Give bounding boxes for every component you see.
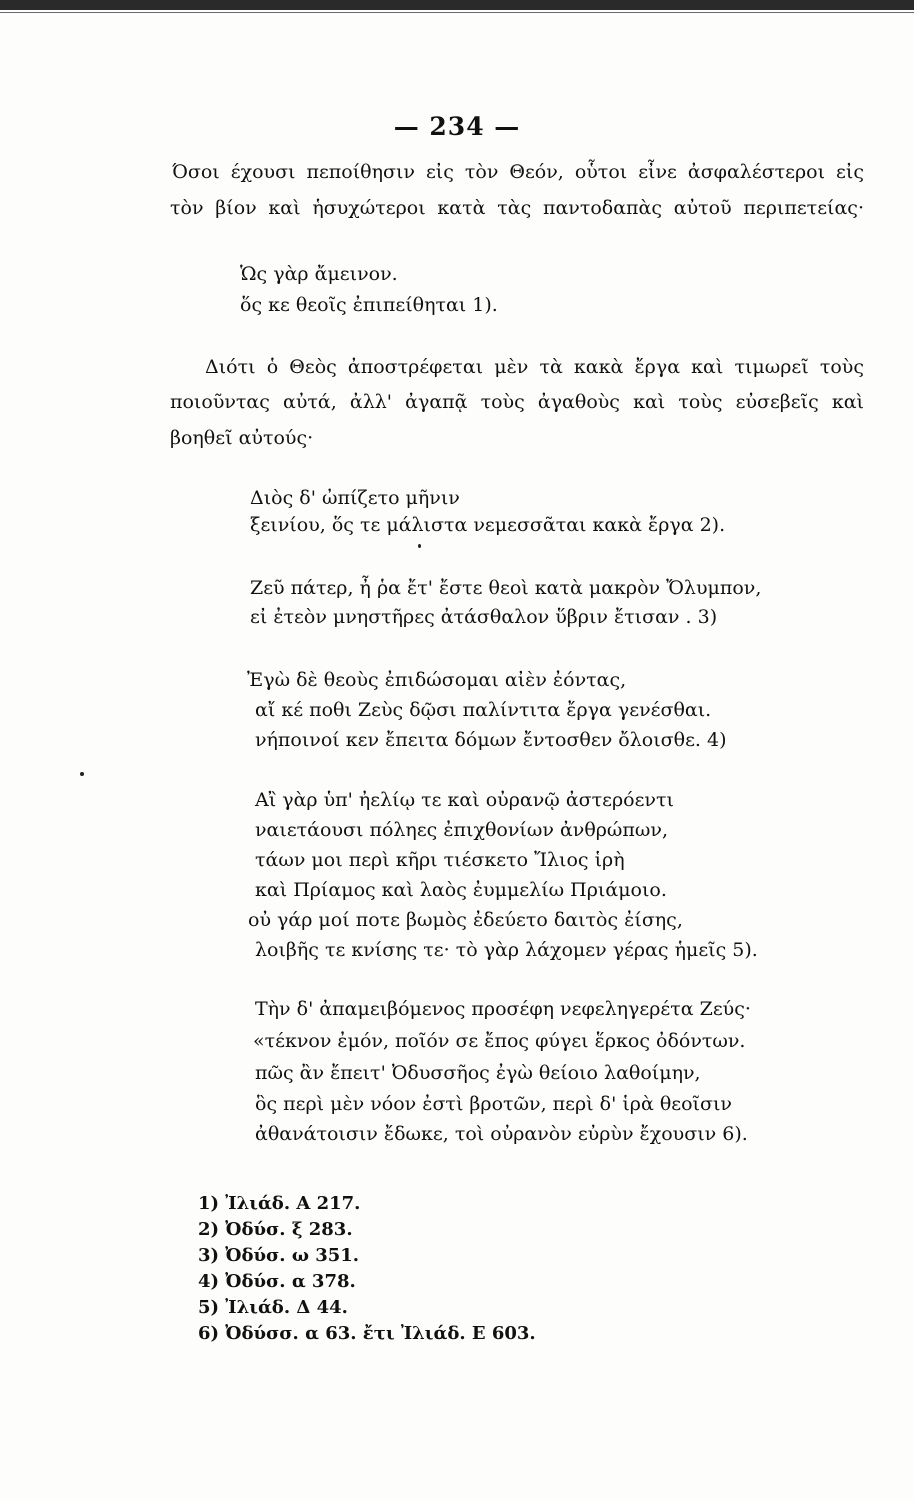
paragraph-1-line-1: Όσοι έχουσι πεποίθησιν εἰς τὸν Θεόν, οὗτοι εἶνε ἀσφαλέστεροι εἰς: [172, 161, 864, 183]
scan-speck: [80, 772, 84, 776]
quote-3-line-1: Ζεῦ πάτερ, ἦ ῥα ἔτ' ἔστε θεοὶ κατὰ μακρὸν Ὄλυμπον,: [250, 577, 762, 599]
quote-6-line-3: πῶς ἂν ἔπειτ' Ὀδυσσῆος ἐγὼ θείοιο λαθοίμην,: [255, 1062, 701, 1084]
paragraph-2-line-2: ποιοῦντας αὐτά, ἀλλ' ἀγαπᾷ τοὺς ἀγαθοὺς καὶ τοὺς εὐσεβεῖς καὶ: [170, 391, 864, 413]
quote-6-line-2: «τέκνον ἐμόν, ποῖόν σε ἔπος φύγει ἕρκος ὀδόντων.: [253, 1030, 746, 1052]
quote-1-line-1: Ὡς γὰρ ἄμεινον.: [240, 263, 398, 285]
quote-5-line-1: Αἲ γὰρ ὑπ' ἠελίῳ τε καὶ οὐρανῷ ἀστερόεντι: [255, 789, 674, 811]
scan-speck: [418, 544, 421, 548]
quote-4-line-1: Ἐγὼ δὲ θεοὺς ἐπιδώσομαι αἰὲν ἐόντας,: [247, 669, 627, 691]
footnote-2: 2) Ὀδύσ. ξ 283.: [198, 1219, 353, 1240]
footnote-1: 1) Ἰλιάδ. Α 217.: [198, 1193, 361, 1214]
quote-4-line-3: νήποινοί κεν ἔπειτα δόμων ἔντοσθεν ὄλοισθε. 4): [255, 729, 727, 751]
paragraph-2-line-1: Διότι ὁ Θεὸς ἀποστρέφεται μὲν τὰ κακὰ ἔργα καὶ τιμωρεῖ τοὺς: [205, 356, 864, 378]
quote-2-line-1: Διὸς δ' ὠπίζετο μῆνιν: [250, 487, 460, 509]
footnote-4: 4) Ὀδύσ. α 378.: [198, 1271, 356, 1292]
quote-1-line-2: ὅς κε θεοῖς ἐπιπείθηται 1).: [240, 294, 498, 316]
quote-6-line-4: ὃς περὶ μὲν νόον ἐστὶ βροτῶν, περὶ δ' ἱρὰ θεοῖσιν: [255, 1093, 732, 1115]
quote-2-line-2: ξεινίου, ὅς τε μάλιστα νεμεσσᾶται κακὰ ἔργα 2).: [250, 514, 726, 536]
footnote-6: 6) Ὀδύσσ. α 63. ἔτι Ἰλιάδ. Ε 603.: [198, 1323, 536, 1344]
top-border-rule: [0, 0, 914, 10]
quote-3-line-2: εἰ ἐτεὸν μνηστῆρες ἀτάσθαλον ὕβριν ἔτισαν . 3): [250, 606, 718, 628]
quote-5-line-2: ναιετάουσι πόληες ἐπιχθονίων ἀνθρώπων,: [255, 819, 668, 841]
paragraph-1-line-2: τὸν βίον καὶ ἡσυχώτεροι κατὰ τὰς παντοδαπὰς αὐτοῦ περιπετείας·: [170, 197, 864, 219]
quote-6-line-5: ἀθανάτοισιν ἔδωκε, τοὶ οὐρανὸν εὐρὺν ἔχουσιν 6).: [255, 1123, 748, 1145]
quote-6-line-1: Τὴν δ' ἀπαμειβόμενος προσέφη νεφεληγερέτα Ζεύς·: [255, 998, 751, 1020]
quote-5-line-5: οὐ γάρ μοί ποτε βωμὸς ἐδεύετο δαιτὸς ἐίσης,: [248, 909, 683, 931]
footnote-5: 5) Ἰλιάδ. Δ 44.: [198, 1297, 348, 1318]
quote-4-line-2: αἴ κέ ποθι Ζεὺς δῷσι παλίντιτα ἔργα γενέσθαι.: [255, 699, 712, 721]
paragraph-2-line-3: βοηθεῖ αὐτούς·: [170, 427, 314, 449]
page-number: — 234 —: [393, 112, 521, 141]
quote-5-line-3: τάων μοι περὶ κῆρι τιέσκετο Ἴλιος ἱρὴ: [255, 849, 625, 871]
quote-5-line-4: καὶ Πρίαμος καὶ λαὸς ἐυμμελίω Πριάμοιο.: [255, 879, 667, 901]
footnote-3: 3) Ὀδύσ. ω 351.: [198, 1245, 360, 1266]
top-border-thin-rule: [0, 12, 914, 13]
quote-5-line-6: λοιβῆς τε κνίσης τε· τὸ γὰρ λάχομεν γέρας ἡμεῖς 5).: [255, 939, 758, 961]
